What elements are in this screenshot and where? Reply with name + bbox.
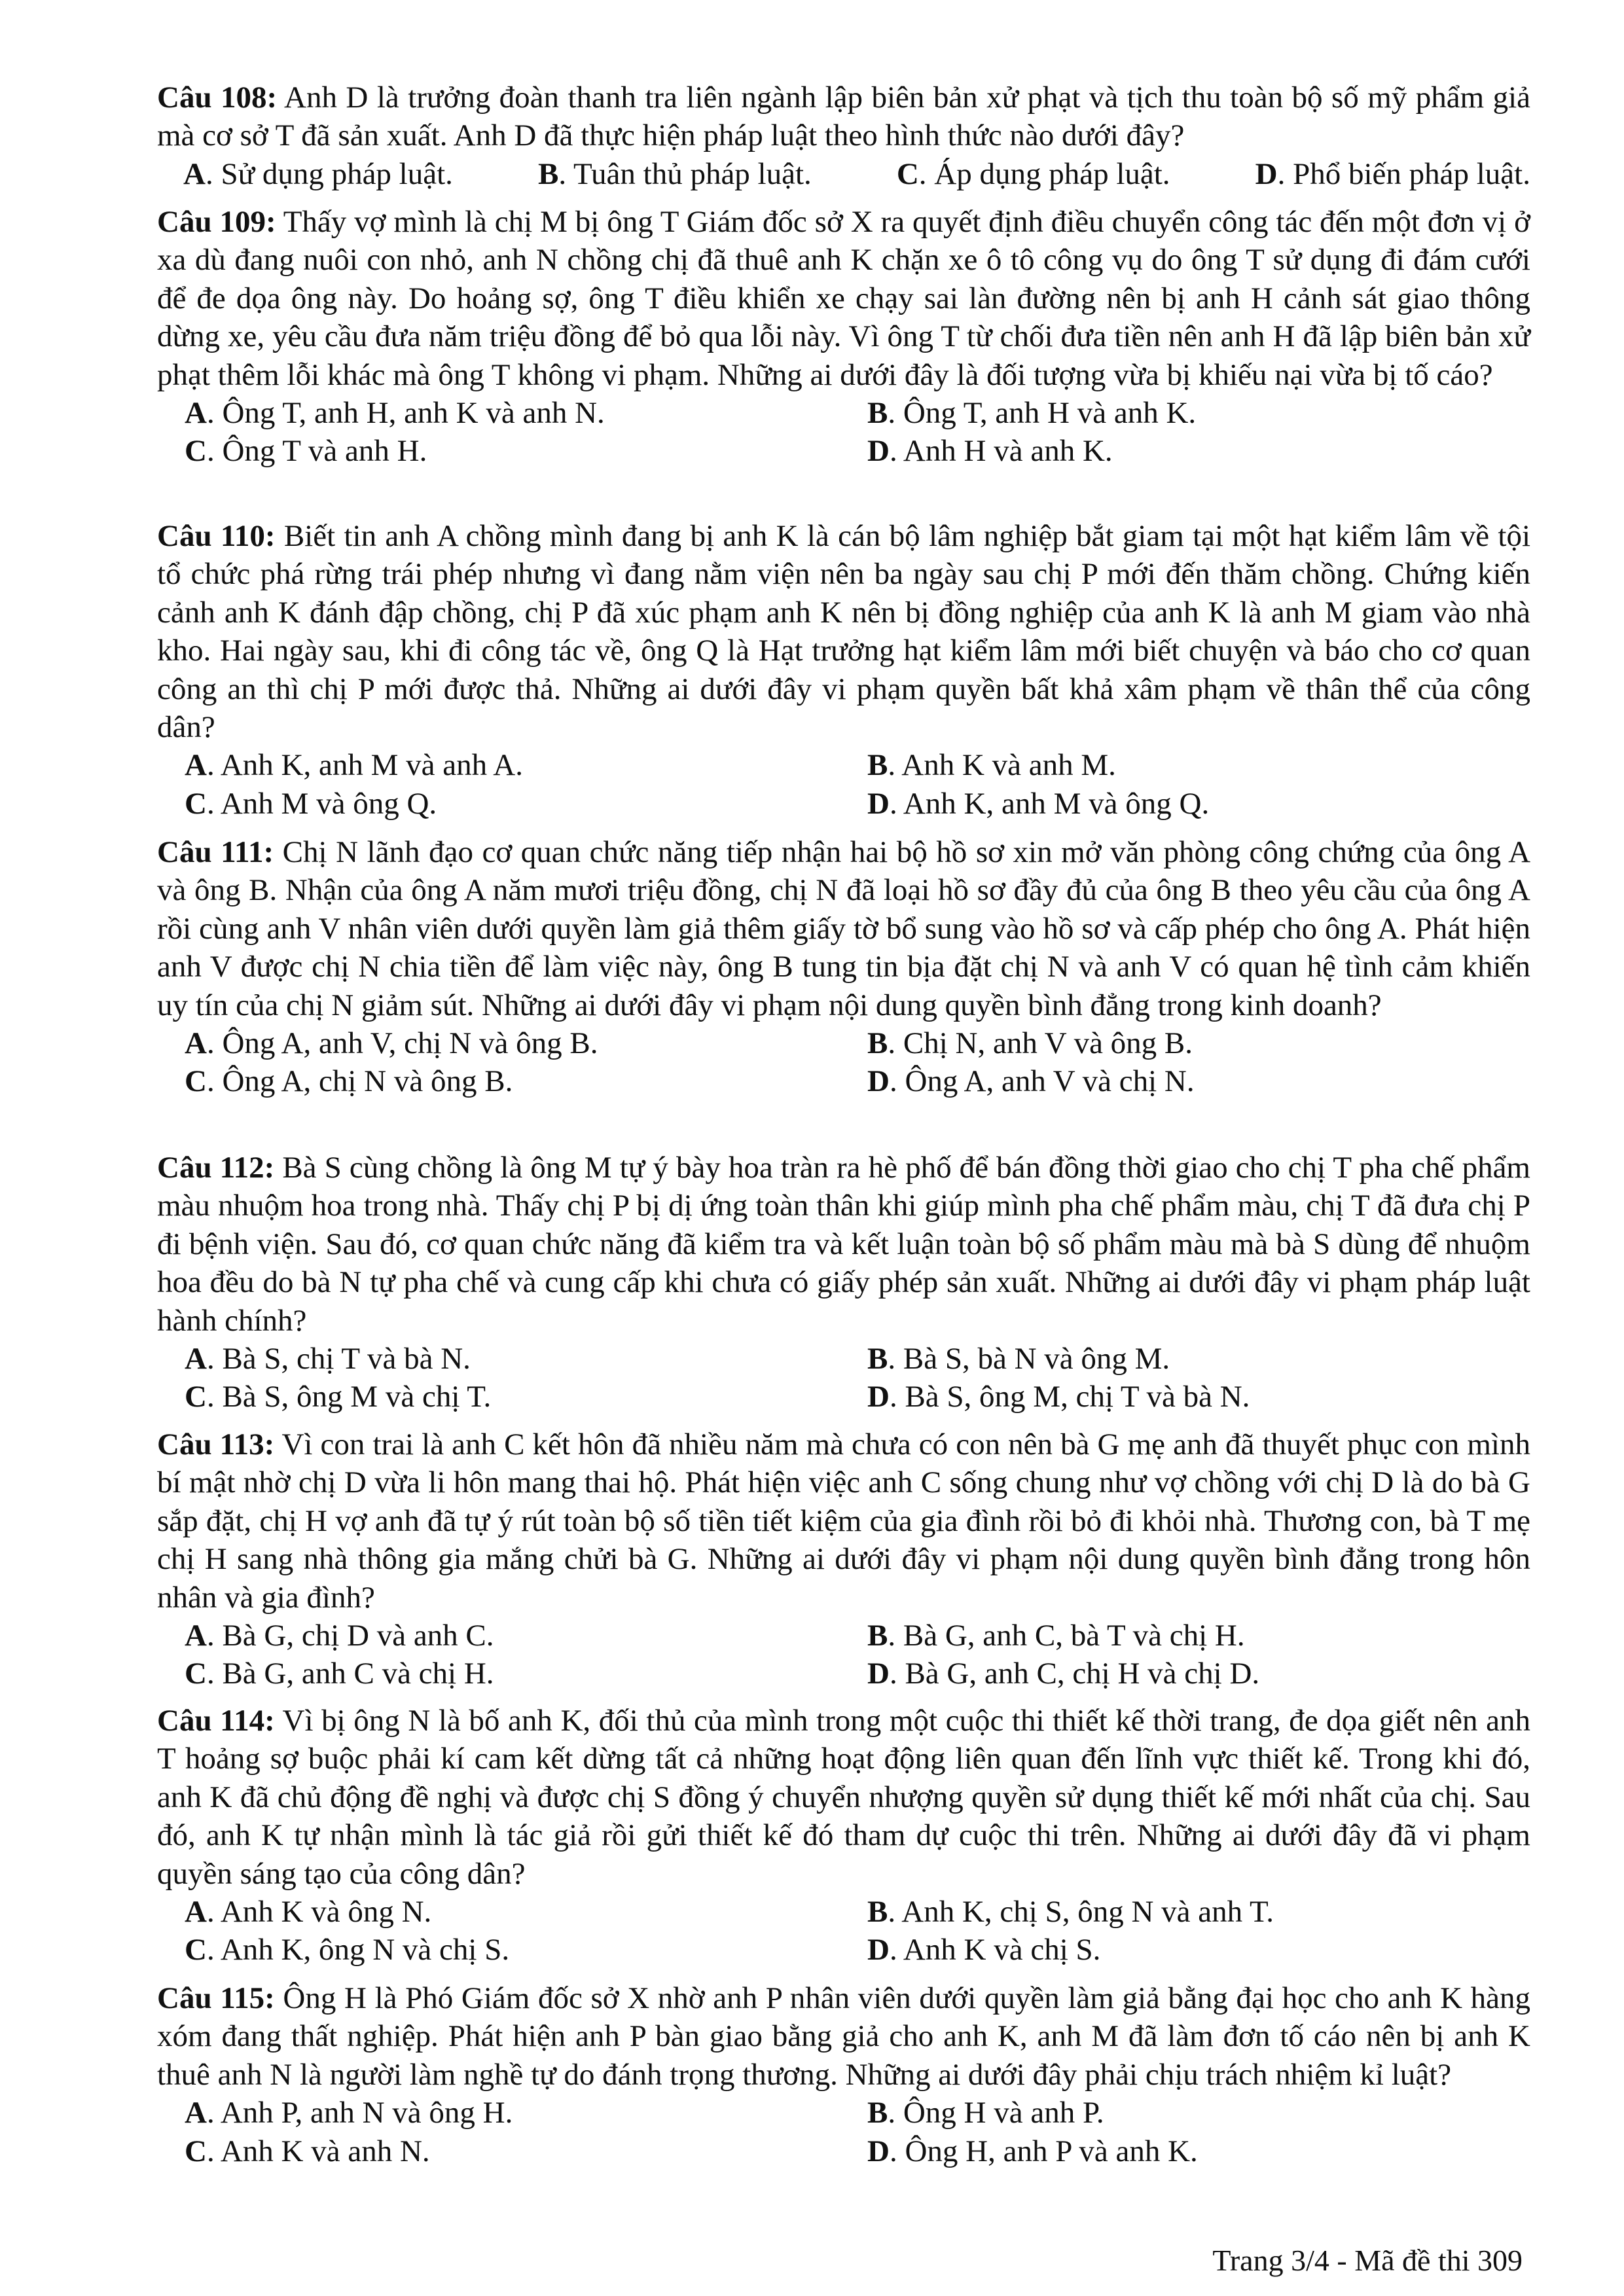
question-text: Vì con trai là anh C kết hôn đã nhiều năm mà chưa có con nên bà G mẹ anh đã thuyết phục con mình bí mật nhờ chị D vừa li hôn mang thai hộ. Phát hiện việc anh C sống chung như vợ chồng với chị D là do bà G sắp đặt, chị H vợ anh đã tự ý rút toàn bộ số tiền tiết kiệm của gia đình rồi bỏ đi khỏi nhà. Thương con, bà T mẹ chị H sang nhà thông gia mắng chửi bà G. Những ai dưới đây vi phạm nội dung quyền bình đẳng trong hôn nhân và gia đình? [157,1427,1530,1615]
question-113 [157,1426,1530,1693]
question-label: Câu 110: [157,519,276,553]
question-stem [157,1426,1530,1617]
options-row [157,1617,1530,1655]
option-d[interactable]: D. Anh K, anh M và ông Q. [867,786,1210,821]
option-c[interactable]: C. Bà S, ông M và chị T. [185,1380,492,1414]
question-stem [157,517,1530,746]
question-stem [157,1702,1530,1893]
question-label: Câu 109: [157,205,276,239]
option-d[interactable]: D. Anh H và anh K. [867,434,1113,469]
option-c[interactable]: C. Anh K, ông N và chị S. [185,1933,510,1967]
options-row [157,1340,1530,1378]
question-111 [157,833,1530,1101]
option-b[interactable]: B. Bà G, anh C, bà T và chị H. [867,1619,1245,1653]
option-d[interactable]: D. Bà G, anh C, chị H và chị D. [867,1657,1260,1691]
options-row [157,785,1530,823]
option-a[interactable]: A. Bà S, chị T và bà N. [185,1342,471,1376]
option-a[interactable]: A. Anh K và ông N. [185,1895,432,1929]
options-row [157,1931,1530,1969]
question-label: Câu 111: [157,835,274,869]
question-label: Câu 113: [157,1427,275,1462]
question-112 [157,1149,1530,1416]
question-text: Biết tin anh A chồng mình đang bị anh K là cán bộ lâm nghiệp bắt giam tại một hạt kiểm lâm về tội tổ chức phá rừng trái phép nhưng vì đang nằm viện nên ba ngày sau chị P mới đến thăm chồng. Chứng kiến cảnh anh K đánh đập chồng, chị P đã xúc phạm anh K nên bị đồng nghiệp của anh K là anh M giam vào nhà kho. Hai ngày sau, khi đi công tác về, ông Q là Hạt trưởng hạt kiểm lâm mới biết chuyện và báo cho cơ quan công an thì chị P mới được thả. Những ai dưới đây vi phạm quyền bất khả xâm phạm về thân thể của công dân? [157,519,1531,745]
option-a[interactable]: A. Anh K, anh M và anh A. [185,748,523,783]
option-b[interactable]: B. Anh K, chị S, ông N và anh T. [867,1895,1274,1929]
option-c[interactable]: C. Anh K và anh N. [185,2134,430,2168]
question-label: Câu 115: [157,1981,275,2015]
option-c[interactable]: C. Anh M và ông Q. [185,786,437,821]
option-d[interactable]: D. Phổ biến pháp luật. [1255,156,1530,191]
option-b[interactable]: B. Ông T, anh H và anh K. [867,396,1197,431]
option-c[interactable]: C. Bà G, anh C và chị H. [185,1657,494,1691]
question-stem [157,1979,1530,2094]
question-text: Thấy vợ mình là chị M bị ông T Giám đốc sở X ra quyết định điều chuyển công tác đến một đơn vị ở xa dù đang nuôi con nhỏ, anh N chồng chị đã thuê anh K chặn xe ô tô công vụ do ông T sử dụng đi đám cưới để đe dọa ông này. Do hoảng sợ, ông T điều khiển xe chạy sai làn đường nên bị anh H cảnh sát giao thông dừng xe, yêu cầu đưa năm triệu đồng để bỏ qua lỗi này. Vì ông T từ chối đưa tiền nên anh H đã lập biên bản xử phạt thêm lỗi khác mà ông T không vi phạm. Những ai dưới đây là đối tượng vừa bị khiếu nại vừa bị tố cáo? [157,205,1530,392]
question-114 [157,1702,1530,1969]
options-row [157,2132,1530,2170]
option-a[interactable]: A. Ông T, anh H, anh K và anh N. [185,396,605,431]
option-d[interactable]: D. Bà S, ông M, chị T và bà N. [867,1380,1250,1414]
option-a[interactable]: A. Ông A, anh V, chị N và ông B. [185,1026,598,1061]
option-d[interactable]: D. Anh K và chị S. [867,1933,1101,1967]
question-109 [157,203,1530,471]
option-c[interactable]: C. Ông T và anh H. [185,434,427,469]
option-b[interactable]: B. Ông H và anh P. [867,2096,1104,2130]
option-b[interactable]: B. Bà S, bà N và ông M. [867,1342,1170,1376]
question-text: Anh D là trưởng đoàn thanh tra liên ngành lập biên bản xử phạt và tịch thu toàn bộ số mỹ phẩm giả mà cơ sở T đã sản xuất. Anh D đã thực hiện pháp luật theo hình thức nào dưới đây? [157,81,1530,153]
option-a[interactable]: A. Bà G, chị D và anh C. [185,1619,494,1653]
option-c[interactable]: C. Áp dụng pháp luật. [896,156,1170,191]
question-label: Câu 112: [157,1151,275,1185]
option-a[interactable]: A. Anh P, anh N và ông H. [185,2096,513,2130]
question-115 [157,1979,1530,2170]
question-stem [157,833,1530,1024]
option-b[interactable]: B. Anh K và anh M. [867,748,1116,783]
question-label: Câu 108: [157,81,278,115]
options-row [157,1893,1530,1931]
option-a[interactable]: A. Sử dụng pháp luật. [183,156,453,191]
options-row [157,155,1530,193]
question-text: Vì bị ông N là bố anh K, đối thủ của mình trong một cuộc thi thiết kế thời trang, đe dọa giết nên anh T hoảng sợ buộc phải kí cam kết dừng tất cả những hoạt động liên quan đến lĩnh vực thiết kế. Trong khi đó, anh K đã chủ động đề nghị và được chị S đồng ý chuyển nhượng quyền sử dụng thiết kế mới nhất của chị. Sau đó, anh K tự nhận mình là tác giả rồi gửi thiết kế đó tham dự cuộc thi trên. Những ai dưới đây đã vi phạm quyền sáng tạo của công dân? [157,1704,1531,1891]
options-row [157,2094,1530,2132]
question-text: Bà S cùng chồng là ông M tự ý bày hoa tràn ra hè phố để bán đồng thời giao cho chị T pha chế phẩm màu nhuộm hoa trong nhà. Thấy chị P bị dị ứng toàn thân khi giúp mình pha chế phẩm màu, chị T đã đưa chị P đi bệnh viện. Sau đó, cơ quan chức năng đã kiểm tra và kết luận toàn bộ số phẩm màu mà bà S dùng để nhuộm hoa đều do bà N tự pha chế và cung cấp khi chưa có giấy phép sản xuất. Những ai dưới đây vi phạm pháp luật hành chính? [157,1151,1530,1338]
options-row [157,432,1530,470]
question-110 [157,517,1530,823]
option-c[interactable]: C. Ông A, chị N và ông B. [185,1064,513,1099]
options-row [157,1378,1530,1416]
question-label: Câu 114: [157,1704,275,1738]
options-row [157,394,1530,432]
options-row [157,746,1530,784]
options-row [157,1062,1530,1100]
question-108 [157,79,1530,193]
question-stem [157,203,1530,394]
question-text: Chị N lãnh đạo cơ quan chức năng tiếp nhận hai bộ hồ sơ xin mở văn phòng công chứng của ông A và ông B. Nhận của ông A năm mươi triệu đồng, chị N đã loại hồ sơ đầy đủ của ông B theo yêu cầu của ông A rồi cùng anh V nhân viên dưới quyền làm giả thêm giấy tờ bổ sung vào hồ sơ và cấp phép cho ông A. Phát hiện anh V được chị N chia tiền để làm việc này, ông B tung tin bịa đặt chị N và anh V có quan hệ tình cảm khiến uy tín của chị N giảm sút. Những ai dưới đây vi phạm nội dung quyền bình đẳng trong kinh doanh? [157,835,1531,1022]
option-b[interactable]: B. Chị N, anh V và ông B. [867,1026,1193,1061]
options-row [157,1655,1530,1693]
options-row [157,1024,1530,1062]
option-d[interactable]: D. Ông A, anh V và chị N. [867,1064,1195,1099]
page-footer: Trang 3/4 - Mã đề thi 309 [1212,2244,1523,2277]
option-d[interactable]: D. Ông H, anh P và anh K. [867,2134,1198,2168]
question-text: Ông H là Phó Giám đốc sở X nhờ anh P nhân viên dưới quyền làm giả bằng đại học cho anh K hàng xóm đang thất nghiệp. Phát hiện anh P bàn giao bằng giả cho anh K, anh M đã làm đơn tố cáo nên bị anh K thuê anh N là người làm nghề tự do đánh trọng thương. Những ai dưới đây phải chịu trách nhiệm kỉ luật? [157,1981,1531,2092]
question-stem [157,1149,1530,1340]
question-stem [157,79,1530,155]
option-b[interactable]: B. Tuân thủ pháp luật. [537,156,812,191]
